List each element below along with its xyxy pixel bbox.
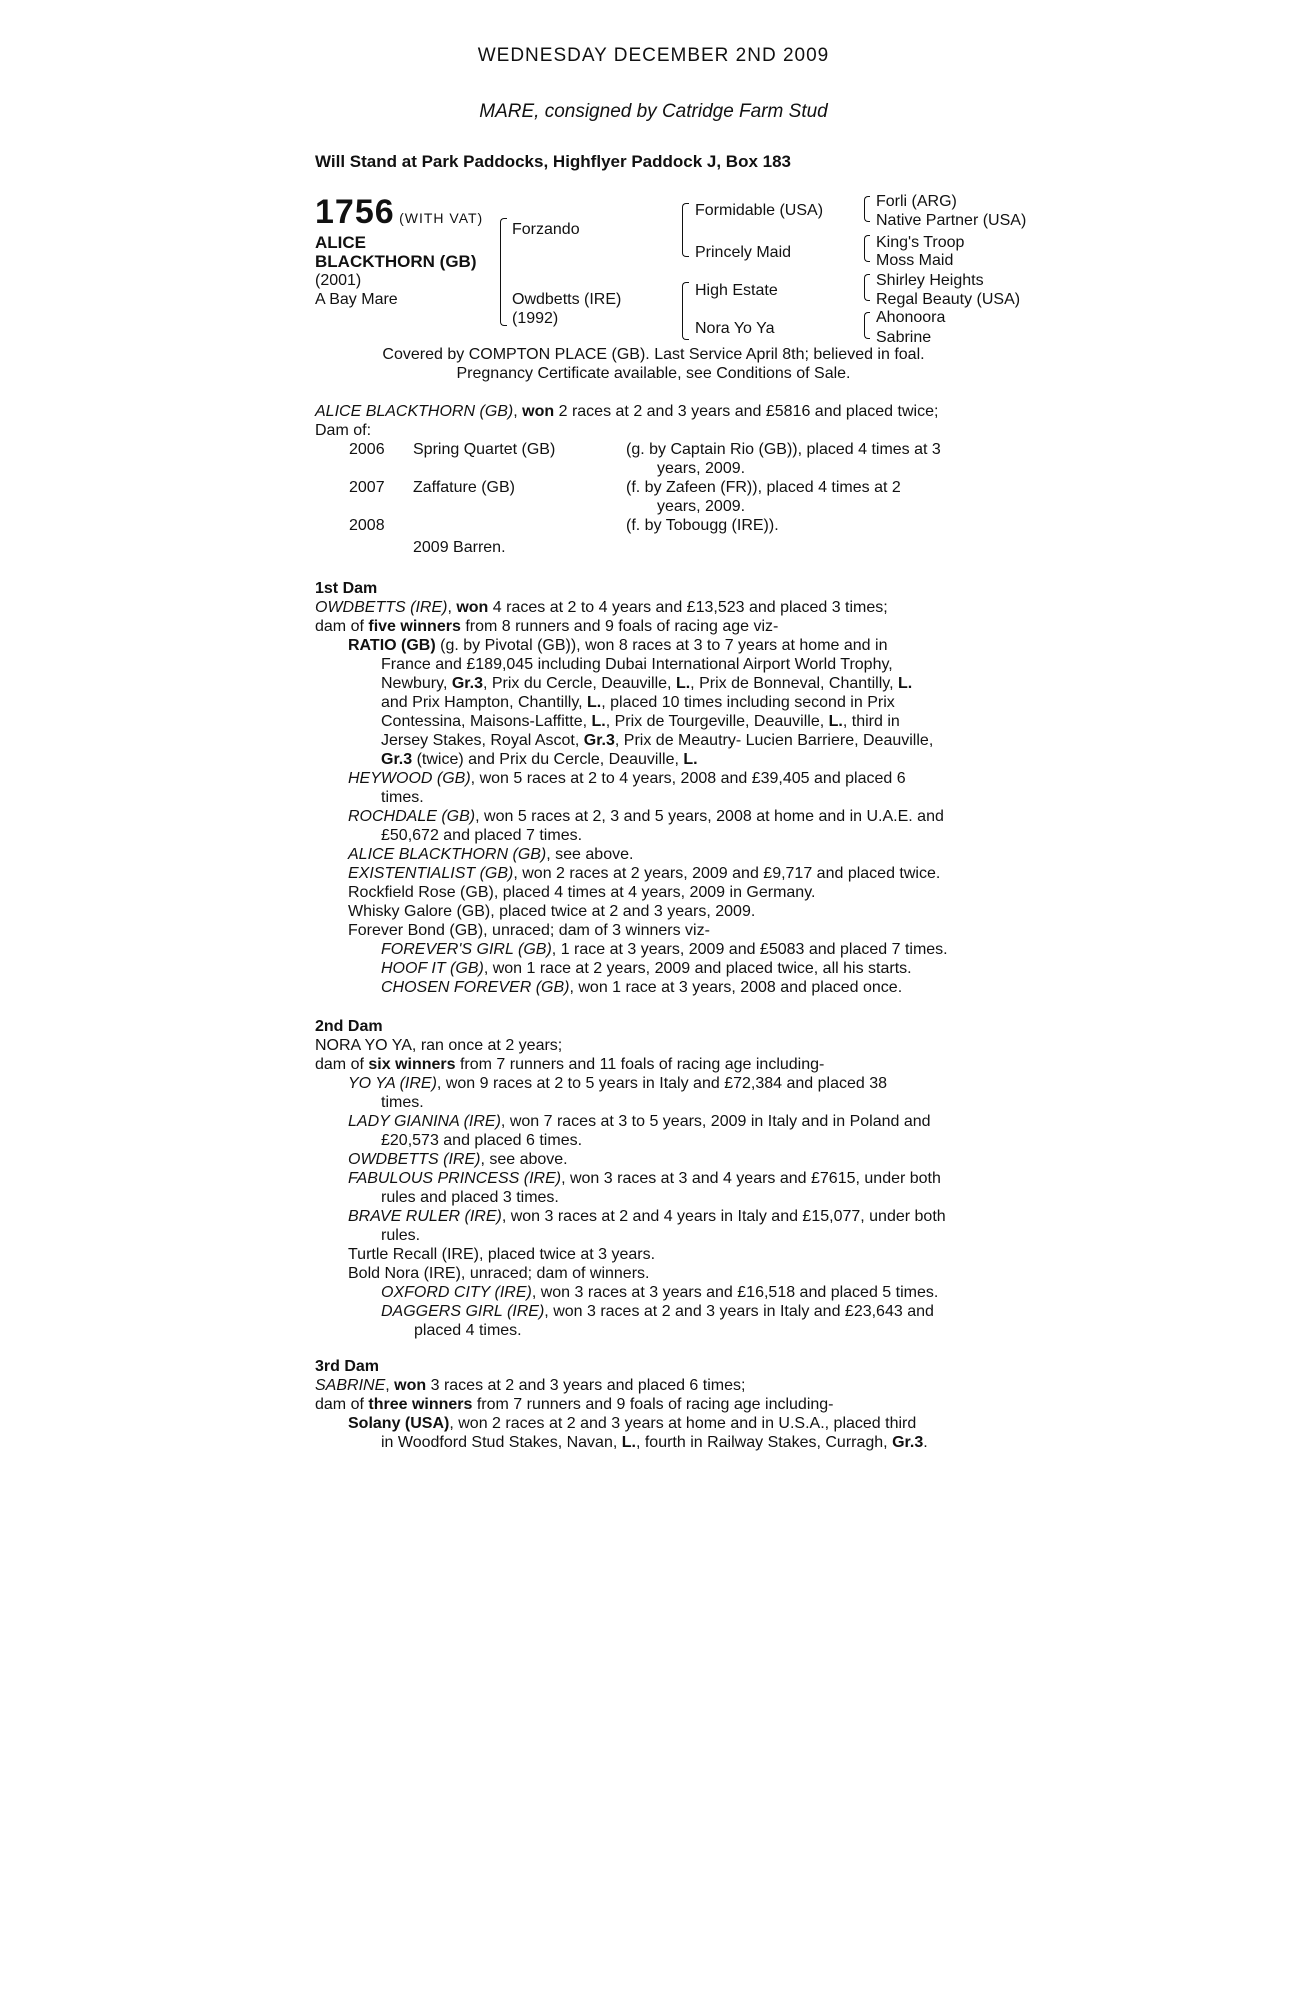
- third-dam-record: SABRINE, won 3 races at 2 and 3 years and placed 6 times;: [315, 1377, 746, 1394]
- pedigree-brace-gs4: [864, 312, 870, 339]
- list-item-cont: rules and placed 3 times.: [381, 1189, 559, 1206]
- ratio-line: France and £189,045 including Dubai International Airport World Trophy,: [381, 656, 893, 673]
- pedigree-brace-gs2: [864, 235, 870, 262]
- second-dam-produce-list: [348, 1074, 946, 1340]
- produce-detail: (f. by Tobougg (IRE)).: [626, 517, 779, 534]
- ratio-line: and Prix Hampton, Chantilly, L., placed 10 times including second in Prix: [381, 694, 895, 711]
- winners-count: five winners: [368, 618, 461, 635]
- produce-year: 2007: [349, 479, 385, 496]
- produce-year: 2008: [349, 517, 385, 534]
- pedigree-ggs-4: Moss Maid: [876, 252, 954, 269]
- list-item: FABULOUS PRINCESS (IRE), won 3 races at 3 and 4 years and £7615, under both: [348, 1170, 941, 1187]
- dam-of-rest: from 8 runners and 9 foals of racing age viz-: [465, 618, 779, 635]
- pedigree-brace-main: [500, 218, 507, 326]
- mare-name: ALICE BLACKTHORN (GB): [315, 403, 514, 420]
- barren-note: 2009 Barren.: [413, 539, 506, 556]
- mare-record: ALICE BLACKTHORN (GB), won 2 races at 2 and 3 years and £5816 and placed twice;: [315, 403, 939, 420]
- pedigree-brace-gs3: [864, 274, 870, 301]
- list-item: HEYWOOD (GB), won 5 races at 2 to 4 years, 2008 and £39,405 and placed 6: [348, 770, 906, 787]
- won-label: won: [522, 403, 555, 420]
- pedigree-brace-gs1: [864, 196, 870, 222]
- dam-of-label: Dam of:: [315, 422, 372, 439]
- list-item: Bold Nora (IRE), unraced; dam of winners.: [348, 1265, 650, 1282]
- lot-subtitle: MARE, consigned by Catridge Farm Stud: [479, 101, 828, 122]
- won-label: won: [394, 1377, 427, 1394]
- list-item-cont: in Woodford Stud Stakes, Navan, L., fourth in Railway Stakes, Curragh, Gr.3.: [381, 1434, 928, 1451]
- first-dam-record-text: 4 races at 2 to 4 years and £13,523 and placed 3 times;: [492, 599, 888, 616]
- pedigree-ggs-8: Sabrine: [876, 329, 932, 346]
- list-item: EXISTENTIALIST (GB), won 2 races at 2 years, 2009 and £9,717 and placed twice.: [348, 865, 941, 882]
- produce-name: Spring Quartet (GB): [413, 441, 556, 458]
- ratio-line: Jersey Stakes, Royal Ascot, Gr.3, Prix de Meautry- Lucien Barriere, Deauville,: [381, 732, 934, 749]
- ratio-line: Newbury, Gr.3, Prix du Cercle, Deauville, L., Prix de Bonneval, Chantilly, L.: [381, 675, 913, 692]
- list-item: ALICE BLACKTHORN (GB), see above.: [348, 846, 634, 863]
- produce-detail-cont: years, 2009.: [657, 498, 746, 515]
- dam-of-prefix: dam of: [315, 1396, 364, 1413]
- lot-number-row: [315, 193, 483, 232]
- pedigree-ggs-6: Regal Beauty (USA): [876, 291, 1021, 308]
- pedigree-granddam-1: Princely Maid: [695, 244, 792, 261]
- third-dam-name: SABRINE: [315, 1377, 386, 1394]
- third-dam-heading: 3rd Dam: [315, 1358, 380, 1375]
- first-dam-name: OWDBETTS (IRE): [315, 599, 448, 616]
- pregnancy-note: Pregnancy Certificate available, see Conditions of Sale.: [456, 365, 851, 382]
- pedigree-granddam-2: Nora Yo Ya: [695, 320, 775, 337]
- second-dam-record: NORA YO YA, ran once at 2 years;: [315, 1037, 563, 1054]
- produce-detail: (g. by Captain Rio (GB)), placed 4 times at 3: [626, 441, 941, 458]
- list-item-cont: placed 4 times.: [414, 1322, 522, 1339]
- produce-detail: (f. by Zafeen (FR)), placed 4 times at 2: [626, 479, 901, 496]
- list-item: OXFORD CITY (IRE), won 3 races at 3 years and £16,518 and placed 5 times.: [381, 1284, 939, 1301]
- list-item: LADY GIANINA (IRE), won 7 races at 3 to 5 years, 2009 in Italy and in Poland and: [348, 1113, 931, 1130]
- ratio-name: RATIO (GB): [348, 637, 436, 654]
- horse-name-line1: ALICE: [315, 233, 366, 252]
- list-item: YO YA (IRE), won 9 races at 2 to 5 years in Italy and £72,384 and placed 38: [348, 1075, 887, 1092]
- pedigree-dam-year: (1992): [512, 310, 559, 327]
- pedigree-ggs-1: Forli (ARG): [876, 193, 957, 210]
- first-dam-produce-summary: [315, 617, 778, 636]
- pedigree-ggs-7: Ahonoora: [876, 309, 946, 326]
- second-dam-produce-summary: [315, 1055, 824, 1074]
- pedigree-grandsire-1: Formidable (USA): [695, 202, 824, 219]
- pedigree-ggs-2: Native Partner (USA): [876, 212, 1027, 229]
- list-item: HOOF IT (GB), won 1 race at 2 years, 2009 and placed twice, all his starts.: [381, 960, 912, 977]
- first-dam-heading: 1st Dam: [315, 580, 378, 597]
- winners-count: six winners: [368, 1056, 456, 1073]
- winners-count: three winners: [368, 1396, 473, 1413]
- list-item-cont: times.: [381, 789, 424, 806]
- list-item-cont: £50,672 and placed 7 times.: [381, 827, 583, 844]
- ratio-line: Contessina, Maisons-Laffitte, L., Prix de Tourgeville, Deauville, L., third in: [381, 713, 900, 730]
- pedigree-brace-sire: [682, 203, 689, 257]
- list-item: Rockfield Rose (GB), placed 4 times at 4 years, 2009 in Germany.: [348, 884, 816, 901]
- ratio-entry: [348, 636, 933, 769]
- list-item: Forever Bond (GB), unraced; dam of 3 winners viz-: [348, 922, 710, 939]
- ratio-line: Gr.3 (twice) and Prix du Cercle, Deauville, L.: [381, 751, 698, 768]
- first-dam-record: OWDBETTS (IRE), won 4 races at 2 to 4 years and £13,523 and placed 3 times;: [315, 599, 888, 616]
- vat-note: (WITH VAT): [399, 210, 484, 226]
- mare-record-text: 2 races at 2 and 3 years and £5816 and placed twice;: [558, 403, 939, 420]
- dam-of-rest: from 7 runners and 11 foals of racing age including-: [459, 1056, 825, 1073]
- sale-date: WEDNESDAY DECEMBER 2ND 2009: [477, 45, 830, 66]
- third-dam-record-text: 3 races at 2 and 3 years and placed 6 times;: [430, 1377, 746, 1394]
- list-item: Whisky Galore (GB), placed twice at 2 and 3 years, 2009.: [348, 903, 756, 920]
- horse-description: A Bay Mare: [315, 291, 398, 308]
- covered-note: Covered by COMPTON PLACE (GB). Last Service April 8th; believed in foal.: [382, 346, 925, 363]
- pedigree-ggs-5: Shirley Heights: [876, 272, 984, 289]
- list-item: Solany (USA), won 2 races at 2 and 3 years at home and in U.S.A., placed third: [348, 1415, 917, 1432]
- list-item-cont: rules.: [381, 1227, 421, 1244]
- horse-name-line2: BLACKTHORN (GB): [315, 252, 477, 271]
- pedigree-dam: Owdbetts (IRE): [512, 291, 622, 308]
- solany-entry: [348, 1414, 928, 1452]
- pedigree-brace-dam: [682, 282, 689, 340]
- list-item-cont: £20,573 and placed 6 times.: [381, 1132, 583, 1149]
- pedigree-ggs-3: King's Troop: [876, 234, 965, 251]
- ratio-line: (g. by Pivotal (GB)), won 8 races at 3 to 7 years at home and in: [440, 637, 888, 654]
- list-item: Turtle Recall (IRE), placed twice at 3 years.: [348, 1246, 656, 1263]
- list-item: DAGGERS GIRL (IRE), won 3 races at 2 and 3 years in Italy and £23,643 and: [381, 1303, 934, 1320]
- stand-info: Will Stand at Park Paddocks, Highflyer Paddock J, Box 183: [315, 152, 791, 171]
- third-dam-produce-summary: [315, 1395, 834, 1414]
- first-dam-produce-list: [348, 769, 948, 997]
- horse-year: (2001): [315, 272, 362, 289]
- list-item: ROCHDALE (GB), won 5 races at 2, 3 and 5 years, 2008 at home and in U.A.E. and: [348, 808, 944, 825]
- list-item: BRAVE RULER (IRE), won 3 races at 2 and 4 years in Italy and £15,077, under both: [348, 1208, 946, 1225]
- lot-number: 1756: [315, 193, 395, 231]
- pedigree-grandsire-2: High Estate: [695, 282, 778, 299]
- dam-of-rest: from 7 runners and 9 foals of racing age including-: [476, 1396, 834, 1413]
- dam-of-prefix: dam of: [315, 1056, 364, 1073]
- produce-detail-cont: years, 2009.: [657, 460, 746, 477]
- produce-name: Zaffature (GB): [413, 479, 515, 496]
- list-item: OWDBETTS (IRE), see above.: [348, 1151, 568, 1168]
- second-dam-heading: 2nd Dam: [315, 1018, 383, 1035]
- pedigree-sire: Forzando: [512, 221, 580, 238]
- dam-of-prefix: dam of: [315, 618, 364, 635]
- list-item: CHOSEN FOREVER (GB), won 1 race at 3 years, 2008 and placed once.: [381, 979, 903, 996]
- list-item: FOREVER'S GIRL (GB), 1 race at 3 years, 2009 and £5083 and placed 7 times.: [381, 941, 948, 958]
- list-item-cont: times.: [381, 1094, 424, 1111]
- won-label: won: [456, 599, 489, 616]
- produce-year: 2006: [349, 441, 385, 458]
